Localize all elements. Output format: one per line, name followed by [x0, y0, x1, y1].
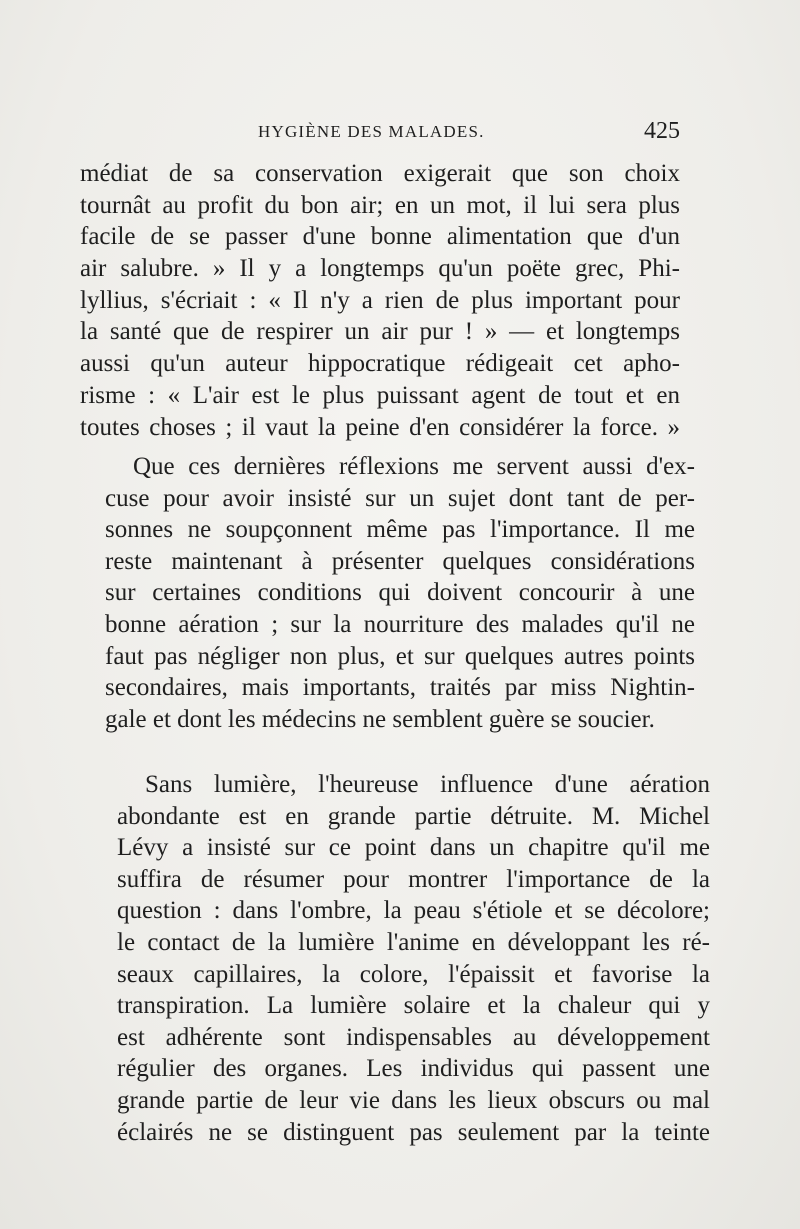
text-line: abondante est en grande partie détruite. M. Michel [117, 802, 710, 830]
text-line: secondaires, mais importants, traités par miss Nightin- [105, 674, 695, 702]
text-line: le contact de la lumière l'anime en développant les ré- [117, 928, 710, 956]
text-line: gale et dont les médecins ne semblent guère se soucier. [105, 705, 655, 733]
text-line: transpiration. La lumière solaire et la chaleur qui y [117, 992, 710, 1020]
text-line: question : dans l'ombre, la peau s'étiole et se décolore; [117, 897, 710, 925]
text-line: Que ces dernières réflexions me servent aussi d'ex- [133, 453, 695, 480]
paragraph [117, 769, 710, 1148]
paragraph [80, 158, 680, 443]
text-line: sur certaines conditions qui doivent concourir à une [105, 579, 695, 607]
text-line: médiat de sa conservation exigerait que son choix [80, 160, 680, 187]
text-line: facile de se passer d'une bonne alimentation que d'un [80, 223, 680, 251]
text-line: sonnes ne soupçonnent même pas l'importance. Il me [105, 516, 695, 544]
text-line: est adhérente sont indispensables au développement [117, 1023, 710, 1051]
text-line: tournât au profit du bon air; en un mot, il lui sera plus [80, 191, 680, 219]
text-line: régulier des organes. Les individus qui passent une [117, 1055, 710, 1083]
text-line: seaux capillaires, la colore, l'épaissit et favorise la [117, 960, 710, 988]
text-line: toutes choses ; il vaut la peine d'en considérer la force. » [80, 413, 680, 441]
text-line: risme : « L'air est le plus puissant agent de tout et en [80, 381, 680, 409]
page-header [80, 118, 680, 150]
text-line: la santé que de respirer un air pur ! » — et longtemps [80, 318, 680, 346]
text-line: lyllius, s'écriait : « Il n'y a rien de plus important pour [80, 286, 680, 314]
text-line: suffira de résumer pour montrer l'importance de la [117, 865, 710, 893]
page-number: 425 [644, 118, 680, 144]
text-line: Sans lumière, l'heureuse influence d'une aération [145, 771, 710, 798]
text-line: cuse pour avoir insisté sur un sujet dont tant de per- [105, 484, 695, 512]
text-line: grande partie de leur vie dans les lieux obscurs ou mal [117, 1086, 710, 1114]
text-line: Lévy a insisté sur ce point dans un chapitre qu'il me [117, 834, 710, 862]
text-line: faut pas négliger non plus, et sur quelques autres points [105, 642, 695, 670]
paragraph [105, 451, 695, 735]
text-line: aussi qu'un auteur hippocratique rédigeait cet apho- [80, 350, 680, 378]
text-line: bonne aération ; sur la nourriture des malades qu'il ne [105, 610, 695, 638]
text-line: reste maintenant à présenter quelques considérations [105, 547, 695, 575]
running-head: HYGIÈNE DES MALADES. [258, 122, 485, 141]
text-line: éclairés ne se distinguent pas seulement par la teinte [117, 1118, 710, 1146]
text-line: air salubre. » Il y a longtemps qu'un poëte grec, Phi- [80, 255, 680, 283]
